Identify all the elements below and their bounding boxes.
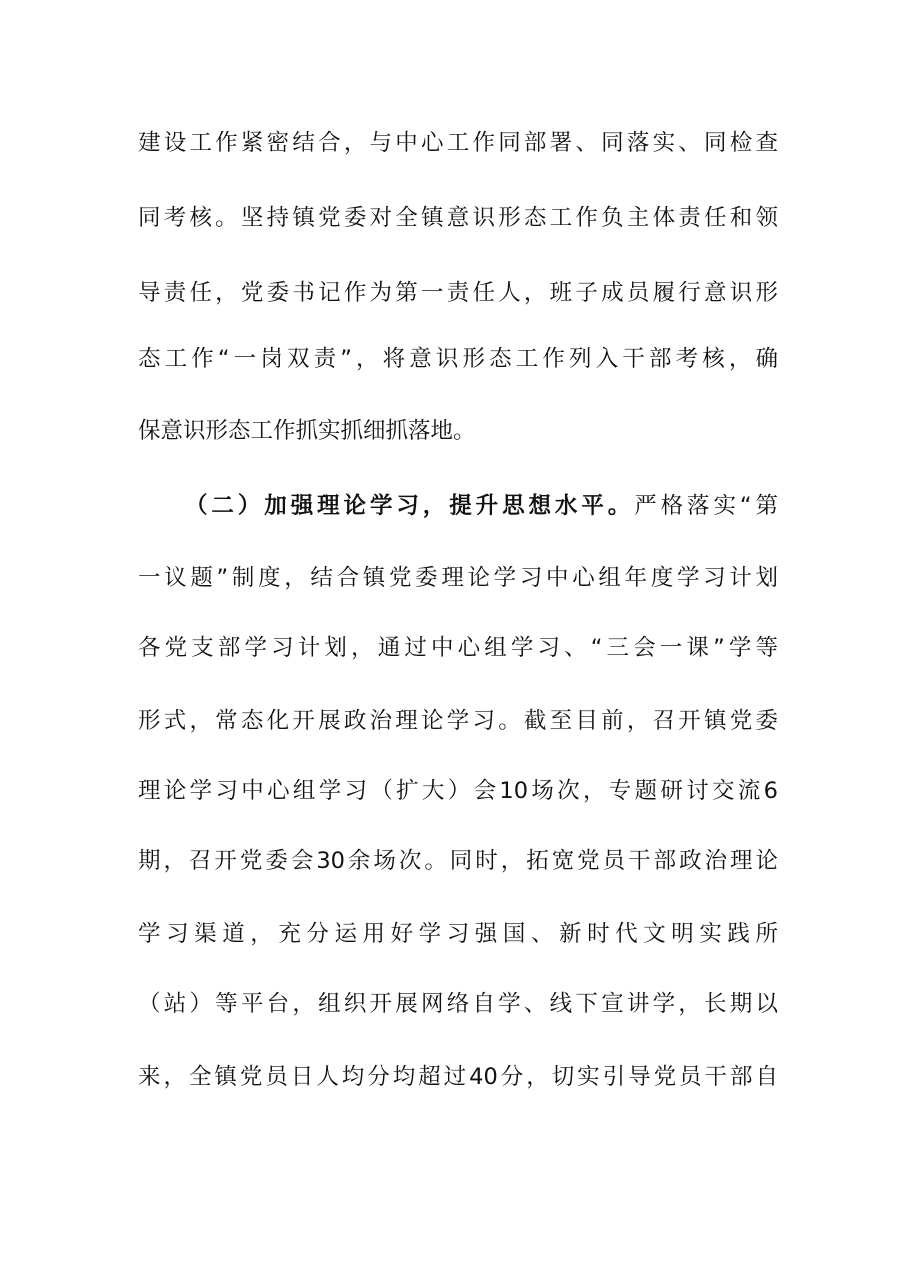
paragraph-line: 形式，常态化开展政治理论学习。截至目前，召开镇党委 bbox=[138, 708, 778, 734]
paragraph-line: （站）等平台，组织开展网络自学、线下宣讲学，长期以 bbox=[138, 991, 778, 1017]
section-heading: （二）加强理论学习，提升思想水平。 bbox=[185, 493, 635, 519]
paragraph-line: 态工作“一岗双责”，将意识形态工作列入干部考核，确 bbox=[138, 346, 778, 372]
paragraph-line: 来，全镇党员日人均分均超过40分，切实引导党员干部自 bbox=[138, 1064, 778, 1090]
paragraph-line: 同考核。坚持镇党委对全镇意识形态工作负主体责任和领 bbox=[138, 205, 778, 231]
paragraph-line: 导责任，党委书记作为第一责任人，班子成员履行意识形 bbox=[138, 280, 778, 306]
paragraph-line: 各党支部学习计划，通过中心组学习、“三会一课”学等 bbox=[138, 635, 778, 661]
paragraph-line: 期，召开党委会30余场次。同时，拓宽党员干部政治理论 bbox=[138, 848, 778, 874]
paragraph-line: 一议题”制度，结合镇党委理论学习中心组年度学习计划 bbox=[138, 565, 778, 591]
paragraph-line: 建设工作紧密结合，与中心工作同部署、同落实、同检查 bbox=[138, 130, 778, 156]
paragraph-line: 学习渠道，充分运用好学习强国、新时代文明实践所 bbox=[138, 921, 778, 947]
paragraph-line: 保意识形态工作抓实抓细抓落地。 bbox=[138, 418, 476, 444]
section-heading-line bbox=[185, 486, 778, 526]
section-heading-continuation: 严格落实“第 bbox=[634, 493, 778, 519]
paragraph-line: 理论学习中心组学习（扩大）会10场次，专题研讨交流6 bbox=[138, 778, 778, 804]
